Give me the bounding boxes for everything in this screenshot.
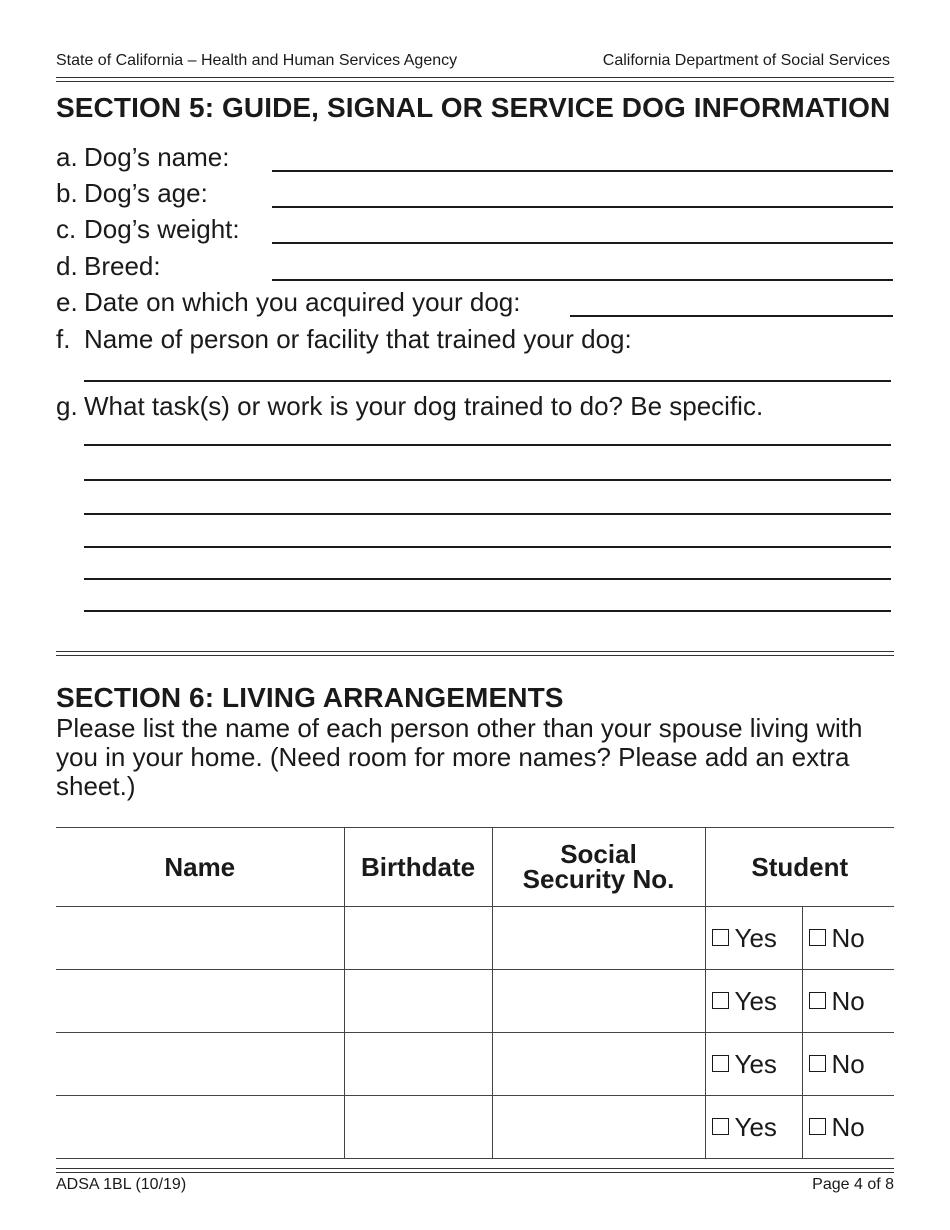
trainer-input[interactable]	[84, 380, 891, 382]
page-header	[56, 52, 894, 72]
dog-age-input[interactable]	[272, 206, 893, 208]
agency-name: State of California – Health and Human Services Agency	[56, 52, 458, 69]
column-header-student: Student	[705, 828, 894, 907]
name-cell[interactable]	[56, 1033, 344, 1096]
dog-tasks-line-6[interactable]	[84, 610, 891, 612]
dog-tasks-line-1[interactable]	[84, 444, 891, 446]
ssn-header-line-2: Security No.	[522, 864, 675, 894]
dog-tasks-line-5[interactable]	[84, 578, 891, 580]
field-letter: g.	[56, 391, 78, 421]
column-header-birthdate: Birthdate	[344, 828, 492, 907]
date-acquired-input[interactable]	[570, 315, 893, 317]
section-6-instructions: Please list the name of each person other than your spouse living with you in your home. (Need room for more names? Please add an extra sheet.)	[56, 713, 863, 801]
field-label: Date on which you acquired your dog:	[84, 287, 521, 317]
table-row	[56, 970, 894, 1033]
field-letter: c.	[56, 214, 77, 244]
field-label: Breed:	[84, 251, 161, 281]
student-yes-option[interactable]	[705, 907, 802, 970]
student-yes-option[interactable]	[705, 1096, 802, 1159]
name-cell[interactable]	[56, 1096, 344, 1159]
field-label: Dog’s name:	[84, 142, 230, 172]
ssn-cell[interactable]	[492, 1033, 705, 1096]
table-header-row	[56, 828, 894, 907]
breed-input[interactable]	[272, 279, 893, 281]
dog-tasks-line-3[interactable]	[84, 513, 891, 515]
student-no-option[interactable]	[802, 1033, 894, 1096]
dog-tasks-line-4[interactable]	[84, 546, 891, 548]
field-letter: a.	[56, 142, 78, 172]
checkbox-icon[interactable]	[712, 992, 729, 1009]
dog-name-input[interactable]	[272, 170, 893, 172]
birthdate-cell[interactable]	[344, 1096, 492, 1159]
field-label: What task(s) or work is your dog trained to do? Be specific.	[84, 391, 764, 421]
field-label: Dog’s age:	[84, 178, 208, 208]
birthdate-cell[interactable]	[344, 1033, 492, 1096]
field-letter: f.	[56, 324, 71, 354]
field-letter: e.	[56, 287, 78, 317]
table-row	[56, 1033, 894, 1096]
student-no-option[interactable]	[802, 907, 894, 970]
no-label: No	[831, 1048, 865, 1079]
dog-tasks-line-2[interactable]	[84, 479, 891, 481]
yes-label: Yes	[734, 1111, 777, 1142]
no-label: No	[831, 922, 865, 953]
dog-weight-input[interactable]	[272, 242, 893, 244]
checkbox-icon[interactable]	[809, 1055, 826, 1072]
section-divider	[56, 651, 894, 656]
ssn-cell[interactable]	[492, 970, 705, 1033]
field-label: Name of person or facility that trained your dog:	[84, 324, 632, 354]
ssn-header-line-1: Social	[560, 839, 637, 869]
birthdate-cell[interactable]	[344, 907, 492, 970]
field-letter: d.	[56, 251, 78, 281]
checkbox-icon[interactable]	[712, 1055, 729, 1072]
yes-label: Yes	[734, 922, 777, 953]
checkbox-icon[interactable]	[712, 929, 729, 946]
footer-divider	[56, 1168, 894, 1173]
table-row	[56, 1096, 894, 1159]
field-letter: b.	[56, 178, 78, 208]
student-yes-option[interactable]	[705, 1033, 802, 1096]
no-label: No	[831, 985, 865, 1016]
column-header-name: Name	[56, 828, 344, 907]
checkbox-icon[interactable]	[809, 929, 826, 946]
student-no-option[interactable]	[802, 1096, 894, 1159]
page-number: Page 4 of 8	[812, 1176, 894, 1193]
checkbox-icon[interactable]	[809, 1118, 826, 1135]
ssn-cell[interactable]	[492, 907, 705, 970]
column-header-ssn	[492, 828, 705, 907]
yes-label: Yes	[734, 1048, 777, 1079]
yes-label: Yes	[734, 985, 777, 1016]
birthdate-cell[interactable]	[344, 970, 492, 1033]
field-label: Dog’s weight:	[84, 214, 240, 244]
student-yes-option[interactable]	[705, 970, 802, 1033]
form-id: ADSA 1BL (10/19)	[56, 1176, 187, 1193]
ssn-cell[interactable]	[492, 1096, 705, 1159]
checkbox-icon[interactable]	[809, 992, 826, 1009]
name-cell[interactable]	[56, 970, 344, 1033]
household-members-table	[56, 827, 894, 1159]
department-name: California Department of Social Services	[602, 52, 890, 69]
table-row	[56, 907, 894, 970]
section-6-title: SECTION 6: LIVING ARRANGEMENTS	[56, 682, 564, 713]
name-cell[interactable]	[56, 907, 344, 970]
header-divider	[56, 77, 894, 82]
section-5-title: SECTION 5: GUIDE, SIGNAL OR SERVICE DOG INFORMATION	[56, 92, 891, 123]
student-no-option[interactable]	[802, 970, 894, 1033]
checkbox-icon[interactable]	[712, 1118, 729, 1135]
no-label: No	[831, 1111, 865, 1142]
